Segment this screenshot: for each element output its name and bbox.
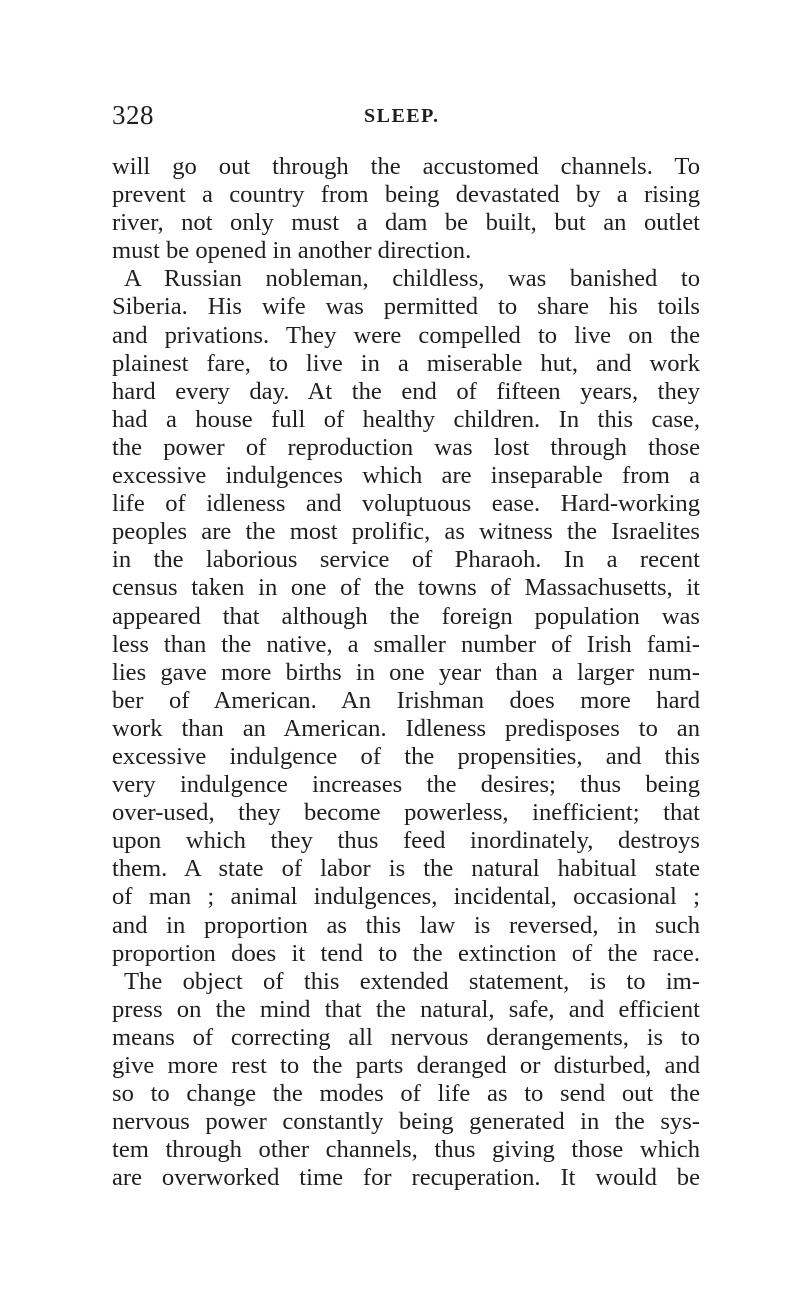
text-line: them. A state of labor is the natural habitual state [112,855,700,883]
text-line: lies gave more births in one year than a larger num- [112,658,700,686]
text-line: prevent a country from being devastated by a rising [112,181,700,209]
text-line: means of correcting all nervous derangements, is to [112,1023,700,1051]
text-line: peoples are the most prolific, as witness the Israelites [112,518,700,546]
text-line: will go out through the accustomed channels. To [112,153,700,180]
text-line: less than the native, a smaller number of Irish fami- [112,630,700,658]
text-line: give more rest to the parts deranged or disturbed, and [112,1052,700,1079]
text-line: river, not only must a dam be built, but an outlet [112,209,700,237]
text-line: excessive indulgences which are inseparable from a [112,462,700,490]
page-number: 328 [112,100,154,130]
text-line: Siberia. His wife was permitted to share his toils [112,293,700,321]
running-head: SLEEP. [364,105,440,127]
text-line: the power of reproduction was lost through those [112,433,700,461]
text-line: and in proportion as this law is reversed, in such [112,911,700,939]
text-line: life of idleness and voluptuous ease. Hard-working [112,490,700,518]
text-line: tem through other channels, thus giving those which [112,1136,700,1164]
text-line: must be opened in another direction. [112,237,472,265]
text-line: census taken in one of the towns of Massachusetts, it [112,574,700,602]
text-line: hard every day. At the end of fifteen years, they [112,377,700,405]
text-line: so to change the modes of life as to send out the [112,1080,700,1108]
text-line: and privations. They were compelled to live on the [112,321,700,349]
text-line: in the laborious service of Pharaoh. In a recent [112,546,700,574]
text-line: The object of this extended statement, is to im- [124,967,700,995]
text-line: A Russian nobleman, childless, was banished to [124,265,700,293]
body-text [112,153,700,1192]
text-line: ber of American. An Irishman does more hard [112,686,700,714]
text-line: had a house full of healthy children. In this case, [112,405,700,433]
text-line: appeared that although the foreign population was [112,602,700,630]
text-line: nervous power constantly being generated in the sys- [112,1108,700,1136]
text-line: work than an American. Idleness predisposes to an [112,714,700,742]
text-line: of man ; animal indulgences, incidental, occasional ; [112,883,700,911]
text-line: excessive indulgence of the propensities, and this [112,742,700,770]
text-line: upon which they thus feed inordinately, destroys [112,827,700,855]
page-header [112,100,700,140]
text-line: very indulgence increases the desires; thus being [112,771,700,799]
text-line: over-used, they become powerless, inefficient; that [112,799,700,827]
text-line: proportion does it tend to the extinction of the race. [112,939,700,967]
text-line: are overworked time for recuperation. It would be [112,1164,700,1192]
text-line: plainest fare, to live in a miserable hut, and work [112,349,700,377]
text-line: press on the mind that the natural, safe, and efficient [112,995,700,1023]
